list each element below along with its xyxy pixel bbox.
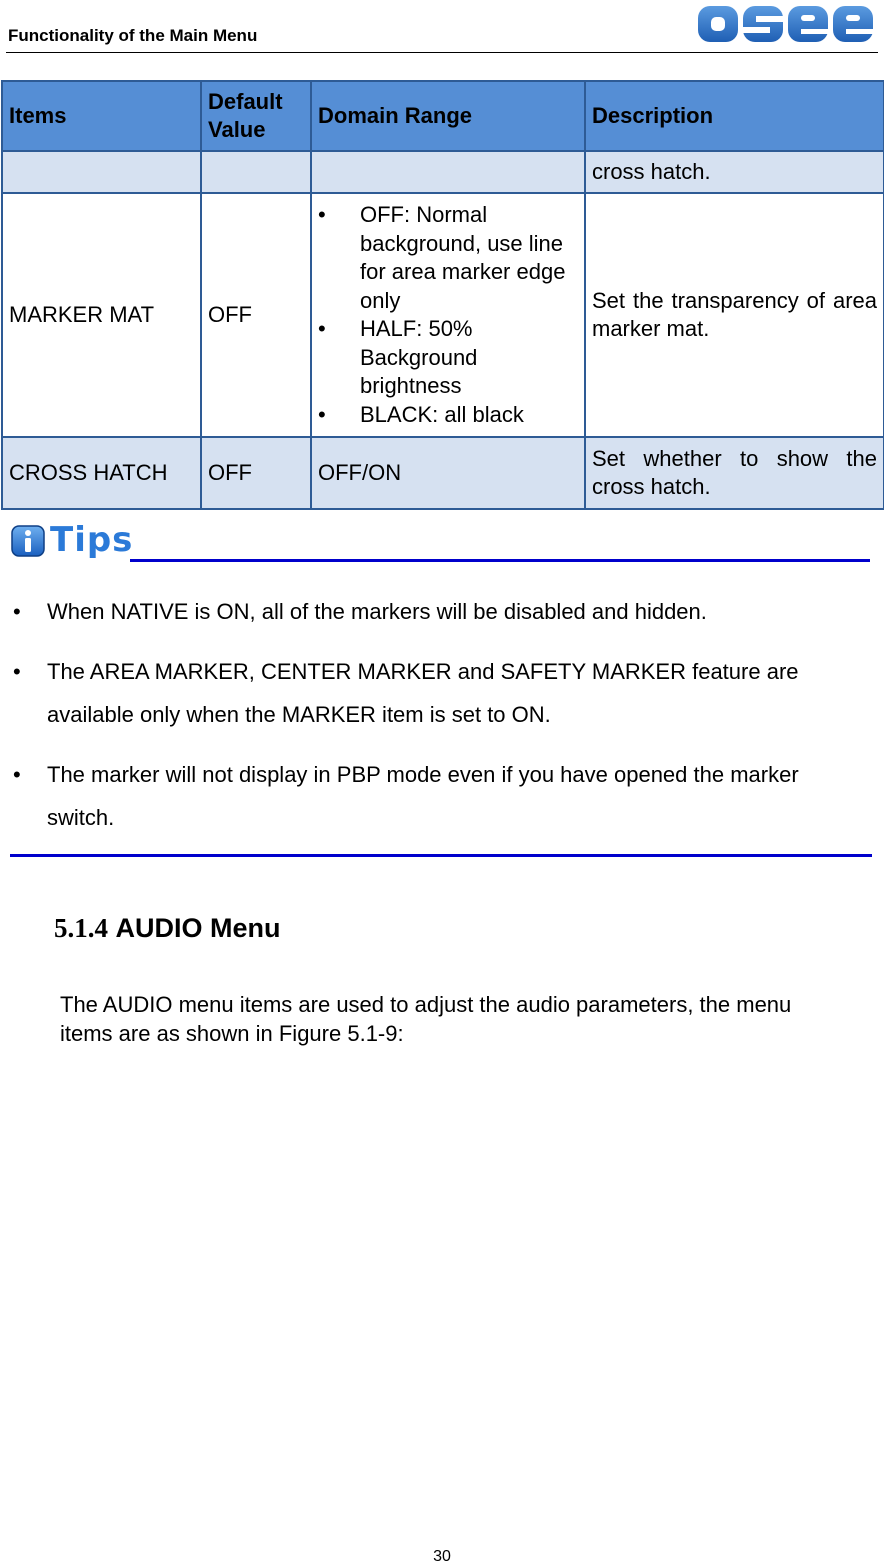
- table-cell: cross hatch.: [585, 151, 884, 193]
- list-item: • BLACK: all black: [316, 401, 580, 430]
- column-header: Domain Range: [311, 81, 585, 151]
- header-title: Functionality of the Main Menu: [8, 26, 258, 45]
- table-header-row: [2, 81, 884, 151]
- table-cell: [201, 151, 311, 193]
- list-item: • The AREA MARKER, CENTER MARKER and SAFETY MARKER feature are available only when the MARKER item is set to ON.: [10, 650, 870, 736]
- table-cell: MARKER MAT: [2, 193, 201, 437]
- table-cell: [2, 151, 201, 193]
- table-cell: CROSS HATCH: [2, 437, 201, 509]
- section-title: AUDIO Menu: [115, 913, 281, 943]
- table-row: [2, 151, 884, 193]
- column-header: Default Value: [201, 81, 311, 151]
- tips-label: Tips: [50, 520, 134, 560]
- tips-list: [10, 590, 870, 856]
- table-row: [2, 437, 884, 509]
- tips-rule-bottom: [10, 854, 872, 857]
- header-rule: [6, 52, 878, 53]
- domain-range-list: [316, 201, 580, 429]
- table-cell: OFF/ON: [311, 437, 585, 509]
- osee-logo: [696, 2, 876, 46]
- table-row: [2, 193, 884, 437]
- table-cell: [311, 151, 585, 193]
- list-item: • OFF: Normal background, use line for area marker edge only: [316, 201, 580, 315]
- description-text: Set the transparency of area marker mat.: [592, 288, 877, 341]
- description-text: Set whether to show the cross hatch.: [592, 446, 877, 499]
- column-header: Description: [585, 81, 884, 151]
- list-item: • When NATIVE is ON, all of the markers will be disabled and hidden.: [10, 590, 870, 633]
- tips-rule-top: [130, 559, 870, 562]
- list-item: • The marker will not display in PBP mode even if you have opened the marker switch.: [10, 753, 870, 839]
- table-cell: OFF: [201, 437, 311, 509]
- tips-icon: [10, 520, 133, 560]
- section-heading: [54, 913, 281, 944]
- section-paragraph: The AUDIO menu items are used to adjust the audio parameters, the menu items are as shown in Figure 5.1-9:: [60, 992, 792, 1046]
- info-icon: [10, 522, 46, 558]
- table-cell: [311, 193, 585, 437]
- table-cell: [585, 193, 884, 437]
- list-item: • HALF: 50% Background brightness: [316, 315, 580, 401]
- column-header: Items: [2, 81, 201, 151]
- section-number: 5.1.4: [54, 913, 108, 943]
- table-cell: OFF: [201, 193, 311, 437]
- page-number: 30: [433, 1548, 451, 1565]
- table-cell: [585, 437, 884, 509]
- marker-settings-table: [1, 80, 884, 510]
